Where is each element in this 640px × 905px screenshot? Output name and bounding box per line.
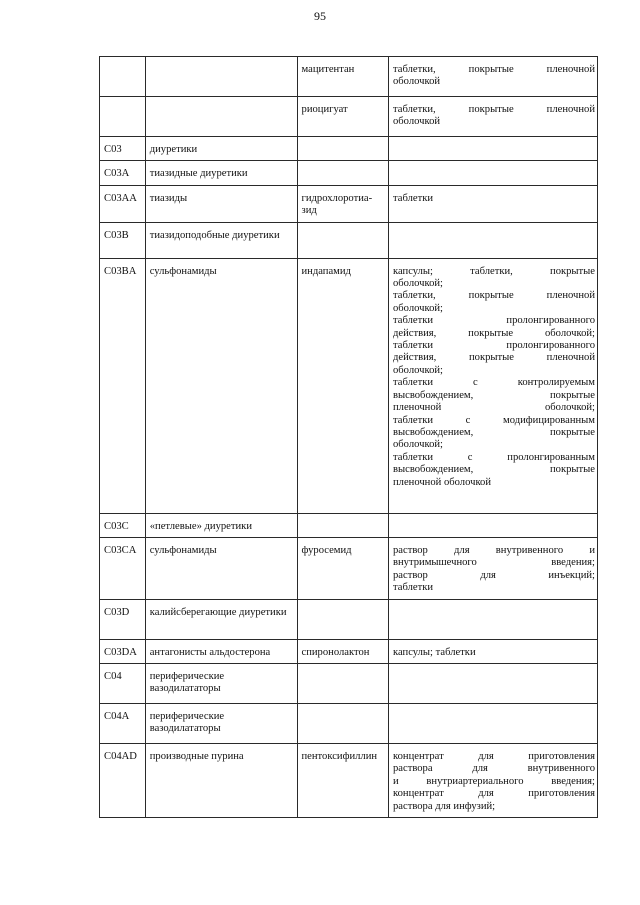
atc-code-cell: C03BA bbox=[100, 258, 146, 513]
dosage-form-cell bbox=[389, 513, 598, 537]
inn-cell bbox=[297, 704, 388, 744]
dosage-form-cell bbox=[389, 161, 598, 185]
dosage-form-line: раствор для инъекций; bbox=[393, 569, 595, 581]
dosage-form-line: таблетки пролонгированного bbox=[393, 340, 595, 352]
atc-code-cell bbox=[100, 97, 146, 137]
dosage-form-line: таблетки с модифицированным bbox=[393, 414, 595, 426]
dosage-form-line: концентрат для приготовления bbox=[393, 788, 595, 800]
dosage-form-line: капсулы; таблетки bbox=[393, 646, 476, 658]
table-row bbox=[100, 185, 598, 222]
inn-cell: спиронолактон bbox=[297, 639, 388, 663]
inn-cell bbox=[297, 513, 388, 537]
dosage-form-line: таблетки, покрытые пленочной bbox=[393, 64, 595, 75]
dosage-form-line: оболочкой; bbox=[393, 439, 443, 451]
dosage-form-line: оболочкой bbox=[393, 76, 441, 88]
table-row bbox=[100, 639, 598, 663]
dosage-form-cell bbox=[389, 664, 598, 704]
dosage-form-line: концентрат для приготовления bbox=[393, 751, 595, 763]
dosage-form-line: действия, покрытые оболочкой; bbox=[393, 327, 595, 339]
atc-code-cell: C03A bbox=[100, 161, 146, 185]
page-number: 95 bbox=[314, 9, 326, 23]
atc-code-cell: C03CA bbox=[100, 538, 146, 600]
dosage-form-cell bbox=[389, 258, 598, 513]
inn-cell: пентоксифиллин bbox=[297, 744, 388, 818]
dosage-form-line: внутримышечного введения; bbox=[393, 557, 595, 569]
group-name-cell: антагонисты альдостерона bbox=[145, 639, 297, 663]
dosage-form-line: раствор для внутривенного и bbox=[393, 545, 595, 557]
dosage-form-cell bbox=[389, 744, 598, 818]
group-name-cell: производные пурина bbox=[145, 744, 297, 818]
group-name-cell: диуретики bbox=[145, 137, 297, 161]
dosage-form-line: пленочной оболочкой; bbox=[393, 402, 595, 414]
group-name-cell: «петлевые» диуретики bbox=[145, 513, 297, 537]
dosage-form-line: таблетки, покрытые пленочной bbox=[393, 290, 595, 302]
group-name-cell: тиазидные диуретики bbox=[145, 161, 297, 185]
atc-code-cell bbox=[100, 57, 146, 97]
atc-code-cell: C03 bbox=[100, 137, 146, 161]
dosage-form-cell bbox=[389, 538, 598, 600]
table-row bbox=[100, 704, 598, 744]
table-row bbox=[100, 137, 598, 161]
group-name-cell: сульфонамиды bbox=[145, 258, 297, 513]
dosage-form-line: высвобождением, покрытые bbox=[393, 464, 595, 476]
dosage-form-cell bbox=[389, 137, 598, 161]
drug-table-body bbox=[100, 57, 598, 818]
group-name-cell: тиазидоподобные диуретики bbox=[145, 222, 297, 258]
dosage-form-line: раствора для инфузий; bbox=[393, 800, 496, 812]
dosage-form-line: таблетки bbox=[393, 582, 434, 594]
dosage-form-line: таблетки пролонгированного bbox=[393, 315, 595, 327]
table-row bbox=[100, 744, 598, 818]
table-row bbox=[100, 258, 598, 513]
dosage-form-line: капсулы; таблетки, покрытые bbox=[393, 265, 595, 277]
inn-cell bbox=[297, 599, 388, 639]
inn-cell: индапамид bbox=[297, 258, 388, 513]
dosage-form-line: высвобождением, покрытые bbox=[393, 426, 595, 438]
atc-code-cell: C03D bbox=[100, 599, 146, 639]
dosage-form-line: оболочкой; bbox=[393, 364, 443, 376]
inn-cell: фуросемид bbox=[297, 538, 388, 600]
dosage-form-line: и внутриартериального введения; bbox=[393, 775, 595, 787]
group-name-cell: тиазиды bbox=[145, 185, 297, 222]
dosage-form-line: пленочной оболочкой bbox=[393, 476, 492, 488]
dosage-form-line: таблетки с контролируемым bbox=[393, 377, 595, 389]
dosage-form-line: оболочкой; bbox=[393, 278, 443, 290]
dosage-form-line: таблетки с пролонгированным bbox=[393, 451, 595, 463]
inn-cell bbox=[297, 222, 388, 258]
dosage-form-cell bbox=[389, 222, 598, 258]
group-name-cell: калийсберегающие диуретики bbox=[145, 599, 297, 639]
atc-code-cell: C03AA bbox=[100, 185, 146, 222]
atc-code-cell: C03C bbox=[100, 513, 146, 537]
inn-cell bbox=[297, 137, 388, 161]
atc-code-cell: C04A bbox=[100, 704, 146, 744]
atc-code-cell: C04AD bbox=[100, 744, 146, 818]
atc-code-cell: C03DA bbox=[100, 639, 146, 663]
table-row bbox=[100, 664, 598, 704]
dosage-form-cell bbox=[389, 185, 598, 222]
group-name-cell bbox=[145, 57, 297, 97]
dosage-form-cell bbox=[389, 639, 598, 663]
group-name-cell: периферические вазодилататоры bbox=[145, 704, 297, 744]
dosage-form-line: высвобождением, покрытые bbox=[393, 389, 595, 401]
dosage-form-cell bbox=[389, 599, 598, 639]
table-row bbox=[100, 57, 598, 97]
table-row bbox=[100, 599, 598, 639]
inn-cell bbox=[297, 664, 388, 704]
dosage-form-line: действия, покрытые пленочной bbox=[393, 352, 595, 364]
drug-table bbox=[99, 56, 598, 818]
table-row bbox=[100, 161, 598, 185]
dosage-form-line: оболочкой; bbox=[393, 302, 443, 314]
dosage-form-line: таблетки bbox=[393, 192, 434, 204]
dosage-form-line: таблетки, покрытые пленочной bbox=[393, 104, 595, 115]
dosage-form-line: оболочкой bbox=[393, 116, 441, 128]
table-row bbox=[100, 97, 598, 137]
group-name-cell: периферические вазодилататоры bbox=[145, 664, 297, 704]
group-name-cell bbox=[145, 97, 297, 137]
inn-cell: гидрохлоротиа-зид bbox=[297, 185, 388, 222]
table-row bbox=[100, 538, 598, 600]
table-row bbox=[100, 222, 598, 258]
atc-code-cell: C03B bbox=[100, 222, 146, 258]
table-row bbox=[100, 513, 598, 537]
inn-cell bbox=[297, 161, 388, 185]
dosage-form-cell bbox=[389, 57, 598, 97]
inn-cell: риоцигуат bbox=[297, 97, 388, 137]
dosage-form-cell bbox=[389, 704, 598, 744]
dosage-form-line: раствора для внутривенного bbox=[393, 763, 595, 775]
group-name-cell: сульфонамиды bbox=[145, 538, 297, 600]
atc-code-cell: C04 bbox=[100, 664, 146, 704]
inn-cell: мацитентан bbox=[297, 57, 388, 97]
dosage-form-cell bbox=[389, 97, 598, 137]
